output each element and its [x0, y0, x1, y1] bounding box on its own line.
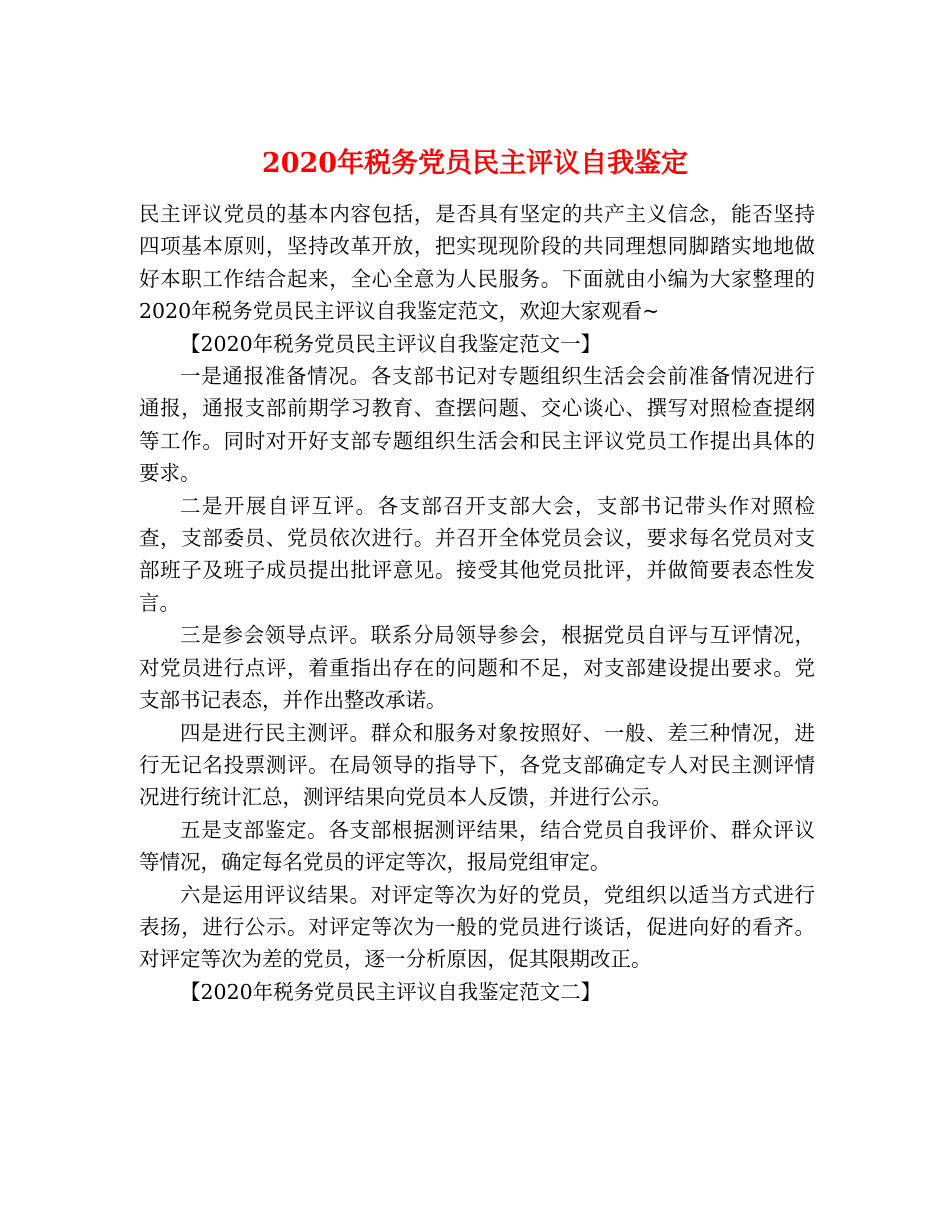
- intro-paragraph: 民主评议党员的基本内容包括，是否具有坚定的共产主义信念，能否坚持四项基本原则，坚持改革开放，把实现现阶段的共同理想同脚踏实地地做好本职工作结合起来，全心全意为人民服务。下面就由小编为大家整理的2020年税务党员民主评议自我鉴定范文，欢迎大家观看~: [139, 202, 815, 324]
- section-heading-sample-two: 【2020年税务党员民主评议自我鉴定范文二】: [180, 979, 602, 1004]
- paragraph-step-one: 一是通报准备情况。各支部书记对专题组织生活会会前准备情况进行通报，通报支部前期学习教育、查摆问题、交心谈心、撰写对照检查提纲等工作。同时对开好支部专题组织生活会和民主评议党员工作提出具体的要求。: [139, 364, 815, 486]
- paragraph-step-four: 四是进行民主测评。群众和服务对象按照好、一般、差三种情况，进行无记名投票测评。在局领导的指导下，各党支部确定专人对民主测评情况进行统计汇总，测评结果向党员本人反馈，并进行公示。: [139, 720, 815, 810]
- paragraph-step-three: 三是参会领导点评。联系分局领导参会，根据党员自评与互评情况，对党员进行点评，着重指出存在的问题和不足，对支部建设提出要求。党支部书记表态，并作出整改承诺。: [139, 623, 815, 713]
- paragraph-step-six: 六是运用评议结果。对评定等次为好的党员，党组织以适当方式进行表扬，进行公示。对评定等次为一般的党员进行谈话，促进向好的看齐。对评定等次为差的党员，逐一分析原因，促其限期改正。: [139, 882, 815, 972]
- paragraph-step-five: 五是支部鉴定。各支部根据测评结果，结合党员自我评价、群众评议等情况，确定每名党员的评定等次，报局党组审定。: [139, 817, 815, 875]
- document-body: [139, 198, 815, 1008]
- paragraph-step-two: 二是开展自评互评。各支部召开支部大会，支部书记带头作对照检查，支部委员、党员依次进行。并召开全体党员会议，要求每名党员对支部班子及班子成员提出批评意见。接受其他党员批评，并做简要表态性发言。: [139, 493, 815, 615]
- document-title: 2020年税务党员民主评议自我鉴定: [261, 148, 689, 180]
- section-heading-sample-one: 【2020年税务党员民主评议自我鉴定范文一】: [180, 331, 602, 356]
